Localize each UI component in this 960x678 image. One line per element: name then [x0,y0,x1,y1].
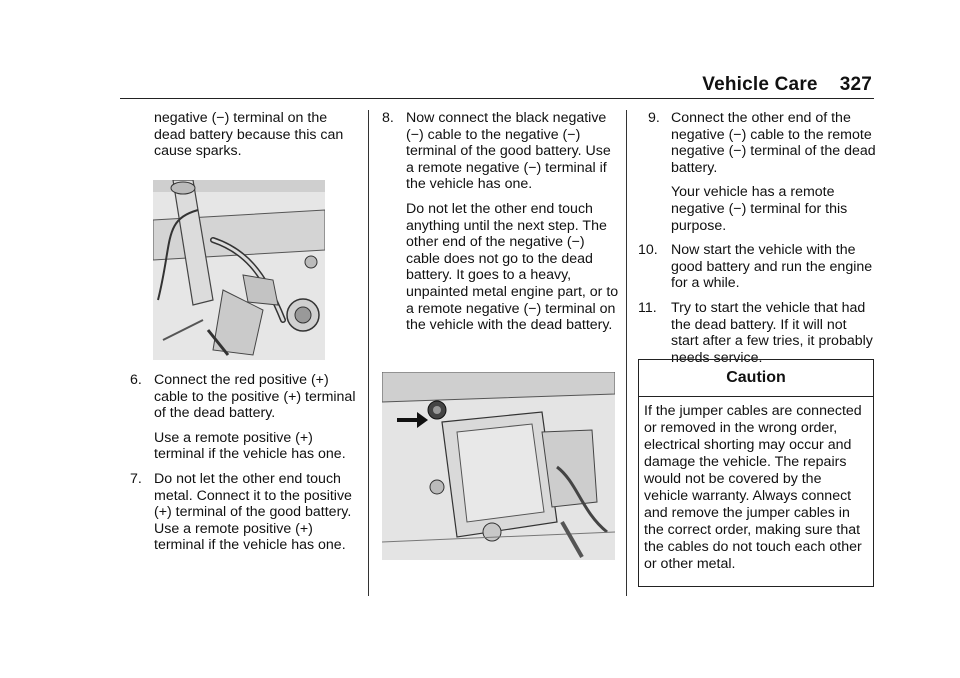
header-rule [120,98,874,99]
step-8-number: 8. [382,110,394,126]
step-9 [638,110,876,176]
column-2 [382,110,620,334]
step-7 [130,471,360,554]
header-title [702,74,872,96]
column-divider-2 [626,110,627,596]
step-9-text: Connect the other end of the negative (−) cable to the remote negative (−) terminal of the dead battery. [671,110,876,176]
column-1 [130,110,360,160]
step-11-text: Try to start the vehicle that had the dead battery. If it will not start after a few tries, it probably needs service. [671,299,873,366]
step-6 [130,372,360,422]
engine-bay-drawing-2 [382,372,615,560]
step-7-number: 7. [130,470,142,487]
step-10 [638,242,876,292]
caution-title: Caution [639,360,873,397]
caution-body: If the jumper cables are connected or removed in the wrong order, electrical shorting may occur and damage the vehicle. The repairs would not be covered by the vehicle warranty. Always connect and remove the jumper cables in the correct order, making sure that the cables do not touch each other or other metal. [644,403,862,572]
page-header [120,72,872,100]
continued-text: negative (−) terminal on the dead battery because this can cause sparks. [154,110,344,160]
step-11 [638,300,876,366]
step-8-text: Now connect the black negative (−) cable to the negative (−) terminal of the good battery. Use a remote negative (−) terminal if the vehicle has one. [406,110,611,193]
step-6-text: Connect the red positive (+) cable to the positive (+) terminal of the dead battery. [154,372,356,422]
step-6-note: Use a remote positive (+) terminal if the vehicle has one. [154,429,346,463]
engine-bay-illustration-1 [153,180,325,360]
step-9-number: 9. [648,110,660,126]
engine-bay-illustration-2 [382,372,615,560]
step-9-note: Your vehicle has a remote negative (−) terminal for this purpose. [671,184,848,234]
column-divider-1 [368,110,369,596]
step-6-number: 6. [130,372,142,388]
section-title: Vehicle Care [702,74,818,95]
page-number: 327 [839,74,872,95]
engine-bay-drawing-1 [153,180,325,360]
step-8-note: Do not let the other end touch anything until the next step. The other end of the negative (−) cable does not go to the dead battery. It goes to a heavy, unpainted metal engine part, or to a remote negative (−) terminal on the vehicle with the dead battery. [406,200,619,334]
step-7-text: Do not let the other end touch metal. Connect it to the positive (+) terminal of the good battery. Use a remote positive (+) terminal if the vehicle has one. [154,470,352,554]
caution-box [638,359,874,587]
step-8 [382,110,620,193]
column-1-steps [130,372,360,554]
step-11-number: 11. [638,299,657,316]
step-10-text: Now start the vehicle with the good battery and run the engine for a while. [671,242,873,292]
column-3 [638,110,876,366]
step-10-number: 10. [638,242,658,259]
